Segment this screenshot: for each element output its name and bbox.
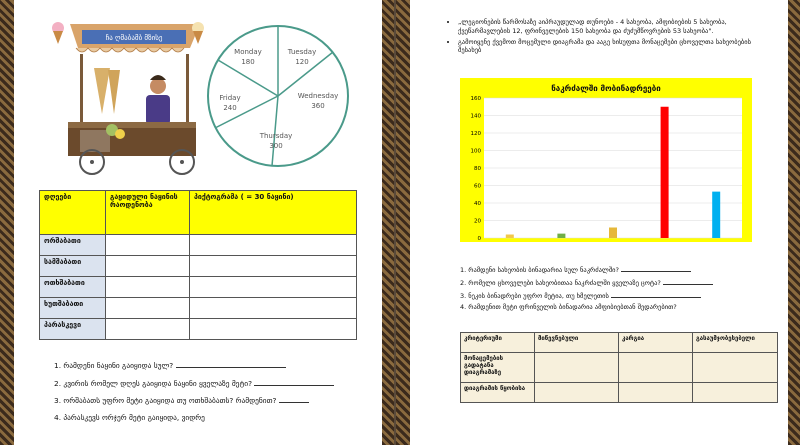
pie-label-thursday: Thursday: [259, 132, 293, 140]
question-number: 1.: [54, 361, 62, 370]
list-item: [54, 360, 374, 371]
list-item: [460, 303, 770, 312]
y-tick-label: 20: [474, 218, 481, 225]
list-item: [460, 290, 770, 301]
pie-label-friday: Friday: [219, 94, 241, 102]
table-row: [40, 298, 357, 319]
list-item: [54, 378, 374, 389]
middle-chain-border-right: [396, 0, 410, 445]
table-cell-empty[interactable]: [190, 277, 357, 298]
left-questions-list: [54, 360, 374, 430]
rubric-header: გასაუმჯობესებელი: [693, 333, 778, 353]
question-number: 4.: [54, 412, 62, 422]
table-cell-empty[interactable]: [619, 383, 693, 403]
list-item: [460, 277, 770, 288]
table-cell-day: ხუთშაბათი: [40, 298, 106, 319]
table-cell-empty[interactable]: [190, 256, 357, 277]
bar: [712, 192, 720, 238]
answer-line[interactable]: [254, 378, 334, 386]
question-number: 2.: [54, 378, 62, 388]
question-number: 3.: [460, 292, 467, 301]
table-cell-empty[interactable]: [106, 277, 190, 298]
list-item: [460, 264, 770, 275]
table-row: [40, 235, 357, 256]
answer-line[interactable]: [176, 360, 286, 368]
question-number: 2.: [460, 279, 467, 288]
list-item: [54, 413, 374, 423]
table-cell-empty[interactable]: [106, 298, 190, 319]
table-cell-empty[interactable]: [190, 235, 357, 256]
ice-cream-stall-image: [40, 18, 210, 178]
question-text: ნეკის ბინადრები უფრო მეტია, თუ ხმელეთის: [468, 292, 609, 301]
y-tick-label: 80: [474, 166, 481, 172]
table-cell-empty[interactable]: [693, 383, 778, 403]
left-page: [14, 0, 382, 445]
table-row: [40, 319, 357, 340]
table-cell-empty[interactable]: [619, 353, 693, 383]
y-tick-label: 140: [470, 113, 481, 120]
table-cell-empty[interactable]: [535, 353, 619, 383]
answer-line[interactable]: [621, 264, 691, 272]
table-cell-empty[interactable]: [106, 319, 190, 340]
y-tick-label: 0: [477, 236, 481, 242]
list-item: • „ლეგიონების წარმოსაზე აიპრაუდულად თუნოები - 4 სახეობა, ამფიბიების 5 სახეობა, ქვეწარმავლების 12, ფრინველების 150 სახეობა და ძუძუმწოვრების 53 სახეობა".: [458, 18, 768, 36]
table-row: [40, 256, 357, 277]
table-cell-day: პარასკევი: [40, 319, 106, 340]
table-cell-day: ოთხშაბათი: [40, 277, 106, 298]
bar: [661, 107, 669, 238]
rubric-criterion: მონაცემების გადატანა დიაგრამაზე: [461, 353, 535, 383]
middle-chain-border-left: [382, 0, 394, 445]
answer-line[interactable]: [611, 290, 701, 298]
list-item: • გამოიყენე ქვემოთ მოცემული დიაგრამა და ააგე ხისუფთა მონაცემები ცხოველთა სახეობების შესახებ: [458, 38, 768, 56]
list-item: [54, 395, 374, 406]
pie-value-friday: 240: [223, 104, 237, 112]
bar: [609, 228, 617, 239]
table-cell-empty[interactable]: [535, 383, 619, 403]
pie-value-tuesday: 120: [295, 58, 309, 66]
pie-value-wednesday: 360: [311, 102, 325, 110]
table-cell-empty[interactable]: [106, 256, 190, 277]
right-chain-border: [788, 0, 800, 445]
rubric-header: მიწევნებული: [535, 333, 619, 353]
question-number: 3.: [54, 396, 62, 406]
question-text: კვირის რომელ დღეს გაიყიდა ნაყინი ყველაზე მეტი?: [63, 378, 253, 388]
bar: [557, 234, 565, 238]
y-tick-label: 60: [474, 183, 481, 190]
chart-title: ნაკრძალში მობინადრეები: [551, 84, 661, 93]
intro-bullets: [458, 18, 768, 57]
question-text: პარასკევს ორჯერ მეტი გაიყიდა, ვიდრე: [63, 412, 205, 422]
y-tick-label: 100: [470, 148, 481, 155]
question-text: რომელი ცხოველები სახეობითაა ნაკრძალში ყველაზე ცოტა?: [468, 279, 661, 288]
table-cell-empty[interactable]: [190, 319, 357, 340]
y-tick-label: 160: [470, 96, 481, 102]
question-text: რამდენით მეტი ფრინველის ბინადარია ამფიბიებთან შედარებით?: [468, 303, 677, 312]
chart-plot: [460, 78, 752, 242]
question-number: 4.: [460, 303, 467, 312]
question-text: რამდენი ნაყინი გაიყიდა სულ?: [63, 361, 174, 370]
question-text: ორშაბათს უფრო მეტი გაიყიდა თუ ოთხშაბათს? რამდენით?: [63, 396, 277, 406]
ice-cream-sales-table: [39, 190, 357, 340]
table-header-days: დღეები: [40, 191, 106, 235]
y-tick-label: 120: [470, 131, 481, 137]
pie-label-wednesday: Wednesday: [297, 92, 339, 100]
stall-sign-text: ჩა ღმაბამბ მზისე: [105, 34, 163, 42]
table-row: [461, 383, 778, 403]
rubric-table: [460, 332, 778, 403]
pie-value-monday: 180: [241, 58, 255, 66]
table-cell-day: სამშაბათი: [40, 256, 106, 277]
answer-line[interactable]: [663, 277, 713, 285]
ice-cream-pie-chart: [202, 20, 354, 172]
question-number: 1.: [460, 266, 467, 274]
pie-label-tuesday: Tuesday: [287, 48, 317, 56]
species-bar-chart: [460, 78, 752, 242]
table-cell-empty[interactable]: [693, 353, 778, 383]
left-chain-border: [0, 0, 14, 445]
table-row: [40, 277, 357, 298]
table-header-count: გაყიდული ნაყინის რაოდენობა: [106, 191, 190, 235]
rubric-header: კარგია: [619, 333, 693, 353]
table-cell-empty[interactable]: [190, 298, 357, 319]
rubric-header: კრიტერიუმი: [461, 333, 535, 353]
table-header-pictogram: პიქტოგრამა ( = 30 ნაყინი): [190, 191, 357, 235]
table-cell-empty[interactable]: [106, 235, 190, 256]
bar: [506, 235, 514, 239]
y-tick-label: 40: [474, 201, 481, 207]
pie-value-thursday: 300: [269, 142, 283, 150]
right-questions-list: [460, 264, 770, 314]
answer-line[interactable]: [279, 395, 309, 403]
question-text: რამდენი სახეობის ბინადარია სულ ნაკრძალში?: [468, 266, 619, 274]
table-row: [461, 353, 778, 383]
table-cell-day: ორშაბათი: [40, 235, 106, 256]
pie-label-monday: Monday: [234, 48, 262, 56]
right-page: [410, 0, 788, 445]
rubric-criterion: დიაგრამის წყობისა: [461, 383, 535, 403]
